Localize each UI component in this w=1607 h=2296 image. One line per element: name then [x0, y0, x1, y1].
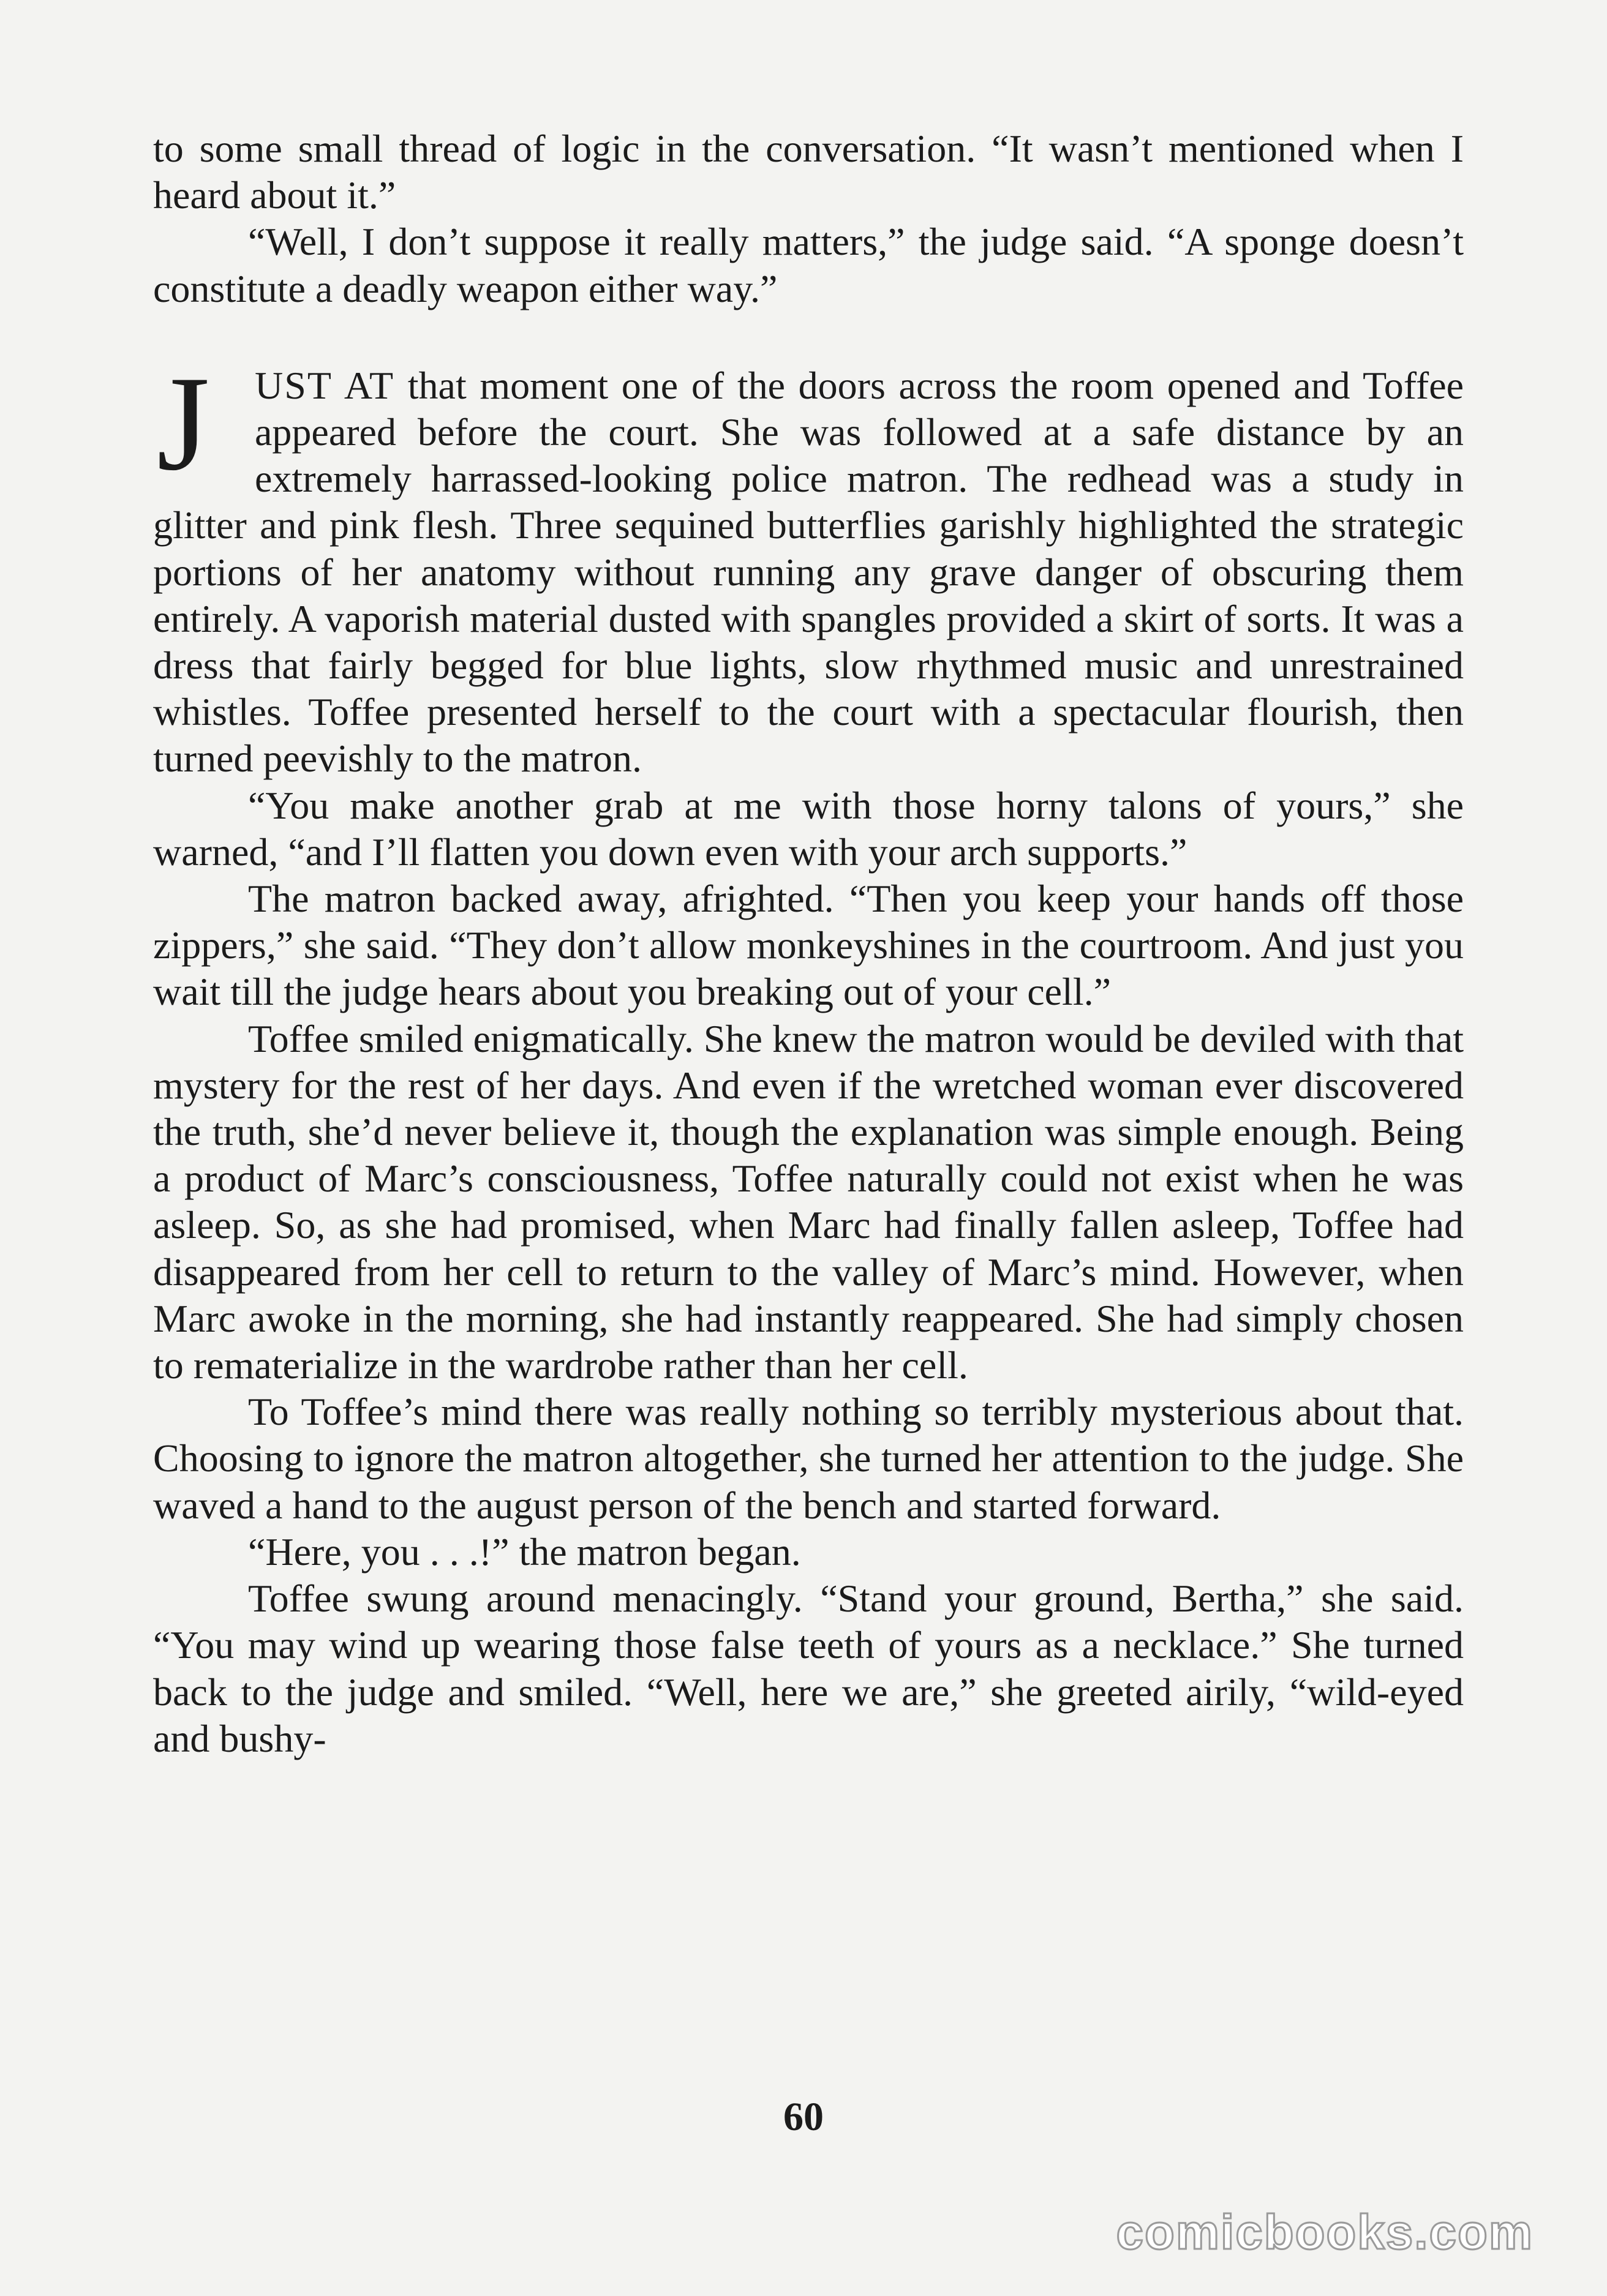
- watermark-logo: comicbooks.com: [1116, 2205, 1534, 2259]
- paragraph-6: Toffee smiled enigmatically. She knew the matron would be deviled with that mystery for the rest of her days. And even if the wretched woman ever discovered the truth, she’d never believe it, though the explanation was simple enough. Being a product of Marc’s consciousness, Toffee naturally could not exist when he was asleep. So, as she had promised, when Marc had finally fallen asleep, Toffee had disappeared from her cell to return to the valley of Marc’s mind. However, when Marc awoke in the morning, she had instantly reappeared. She had simply chosen to rematerialize in the wardrobe rather than her cell.: [153, 1016, 1464, 1387]
- drop-cap-initial: J: [157, 348, 210, 499]
- paragraph-8: “Here, you . . .!” the matron began.: [248, 1529, 801, 1574]
- page-number: 60: [783, 2095, 824, 2139]
- paragraph-2: “Well, I don’t suppose it really matters,” the judge said. “A sponge doesn’t constitute a deadly weapon either way.”: [153, 220, 1464, 310]
- paragraph-5: The matron backed away, afrighted. “Then you keep your hands off those zippers,” she said. “They don’t allow monkeyshines in the courtroom. And just you wait till the judge hears about you breaking out of your cell.”: [153, 877, 1464, 1014]
- paragraph-3-text: that moment one of the doors across the room opened and Toffee appeared before the court. She was followed at a safe distance by an extremely harrassed-looking police matron. The redhead was a study in glitter and pink flesh. Three sequined butterflies garishly highlighted the strategic portions of her anatomy without running any grave danger of obscuring them entirely. A vaporish material dusted with spangles provided a skirt of sorts. It was a dress that fairly begged for blue lights, slow rhythmed music and unrestrained whistles. Toffee presented herself to the court with a spectacular flourish, then turned peevishly to the matron.: [153, 363, 1464, 781]
- paragraph-9: Toffee swung around menacingly. “Stand your ground, Bertha,” she said. “You may wind up wearing those false teeth of yours as a necklace.” She turned back to the judge and smiled. “Well, here we are,” she greeted airily, “wild-eyed and bushy-: [153, 1577, 1464, 1760]
- paragraph-1: to some small thread of logic in the conversation. “It wasn’t mentioned when I heard about it.”: [153, 127, 1464, 217]
- body-text: [153, 126, 1464, 1762]
- paragraph-3-lead: UST AT: [255, 363, 395, 407]
- paragraph-7: To Toffee’s mind there was really nothing so terribly mysterious about that. Choosing to ignore the matron altogether, she turned her attention to the judge. She waved a hand to the august person of the bench and started forward.: [153, 1390, 1464, 1527]
- paragraph-4: “You make another grab at me with those horny talons of yours,” she warned, “and I’ll flatten you down even with your arch supports.”: [153, 783, 1464, 874]
- paragraph-3: [153, 348, 1464, 782]
